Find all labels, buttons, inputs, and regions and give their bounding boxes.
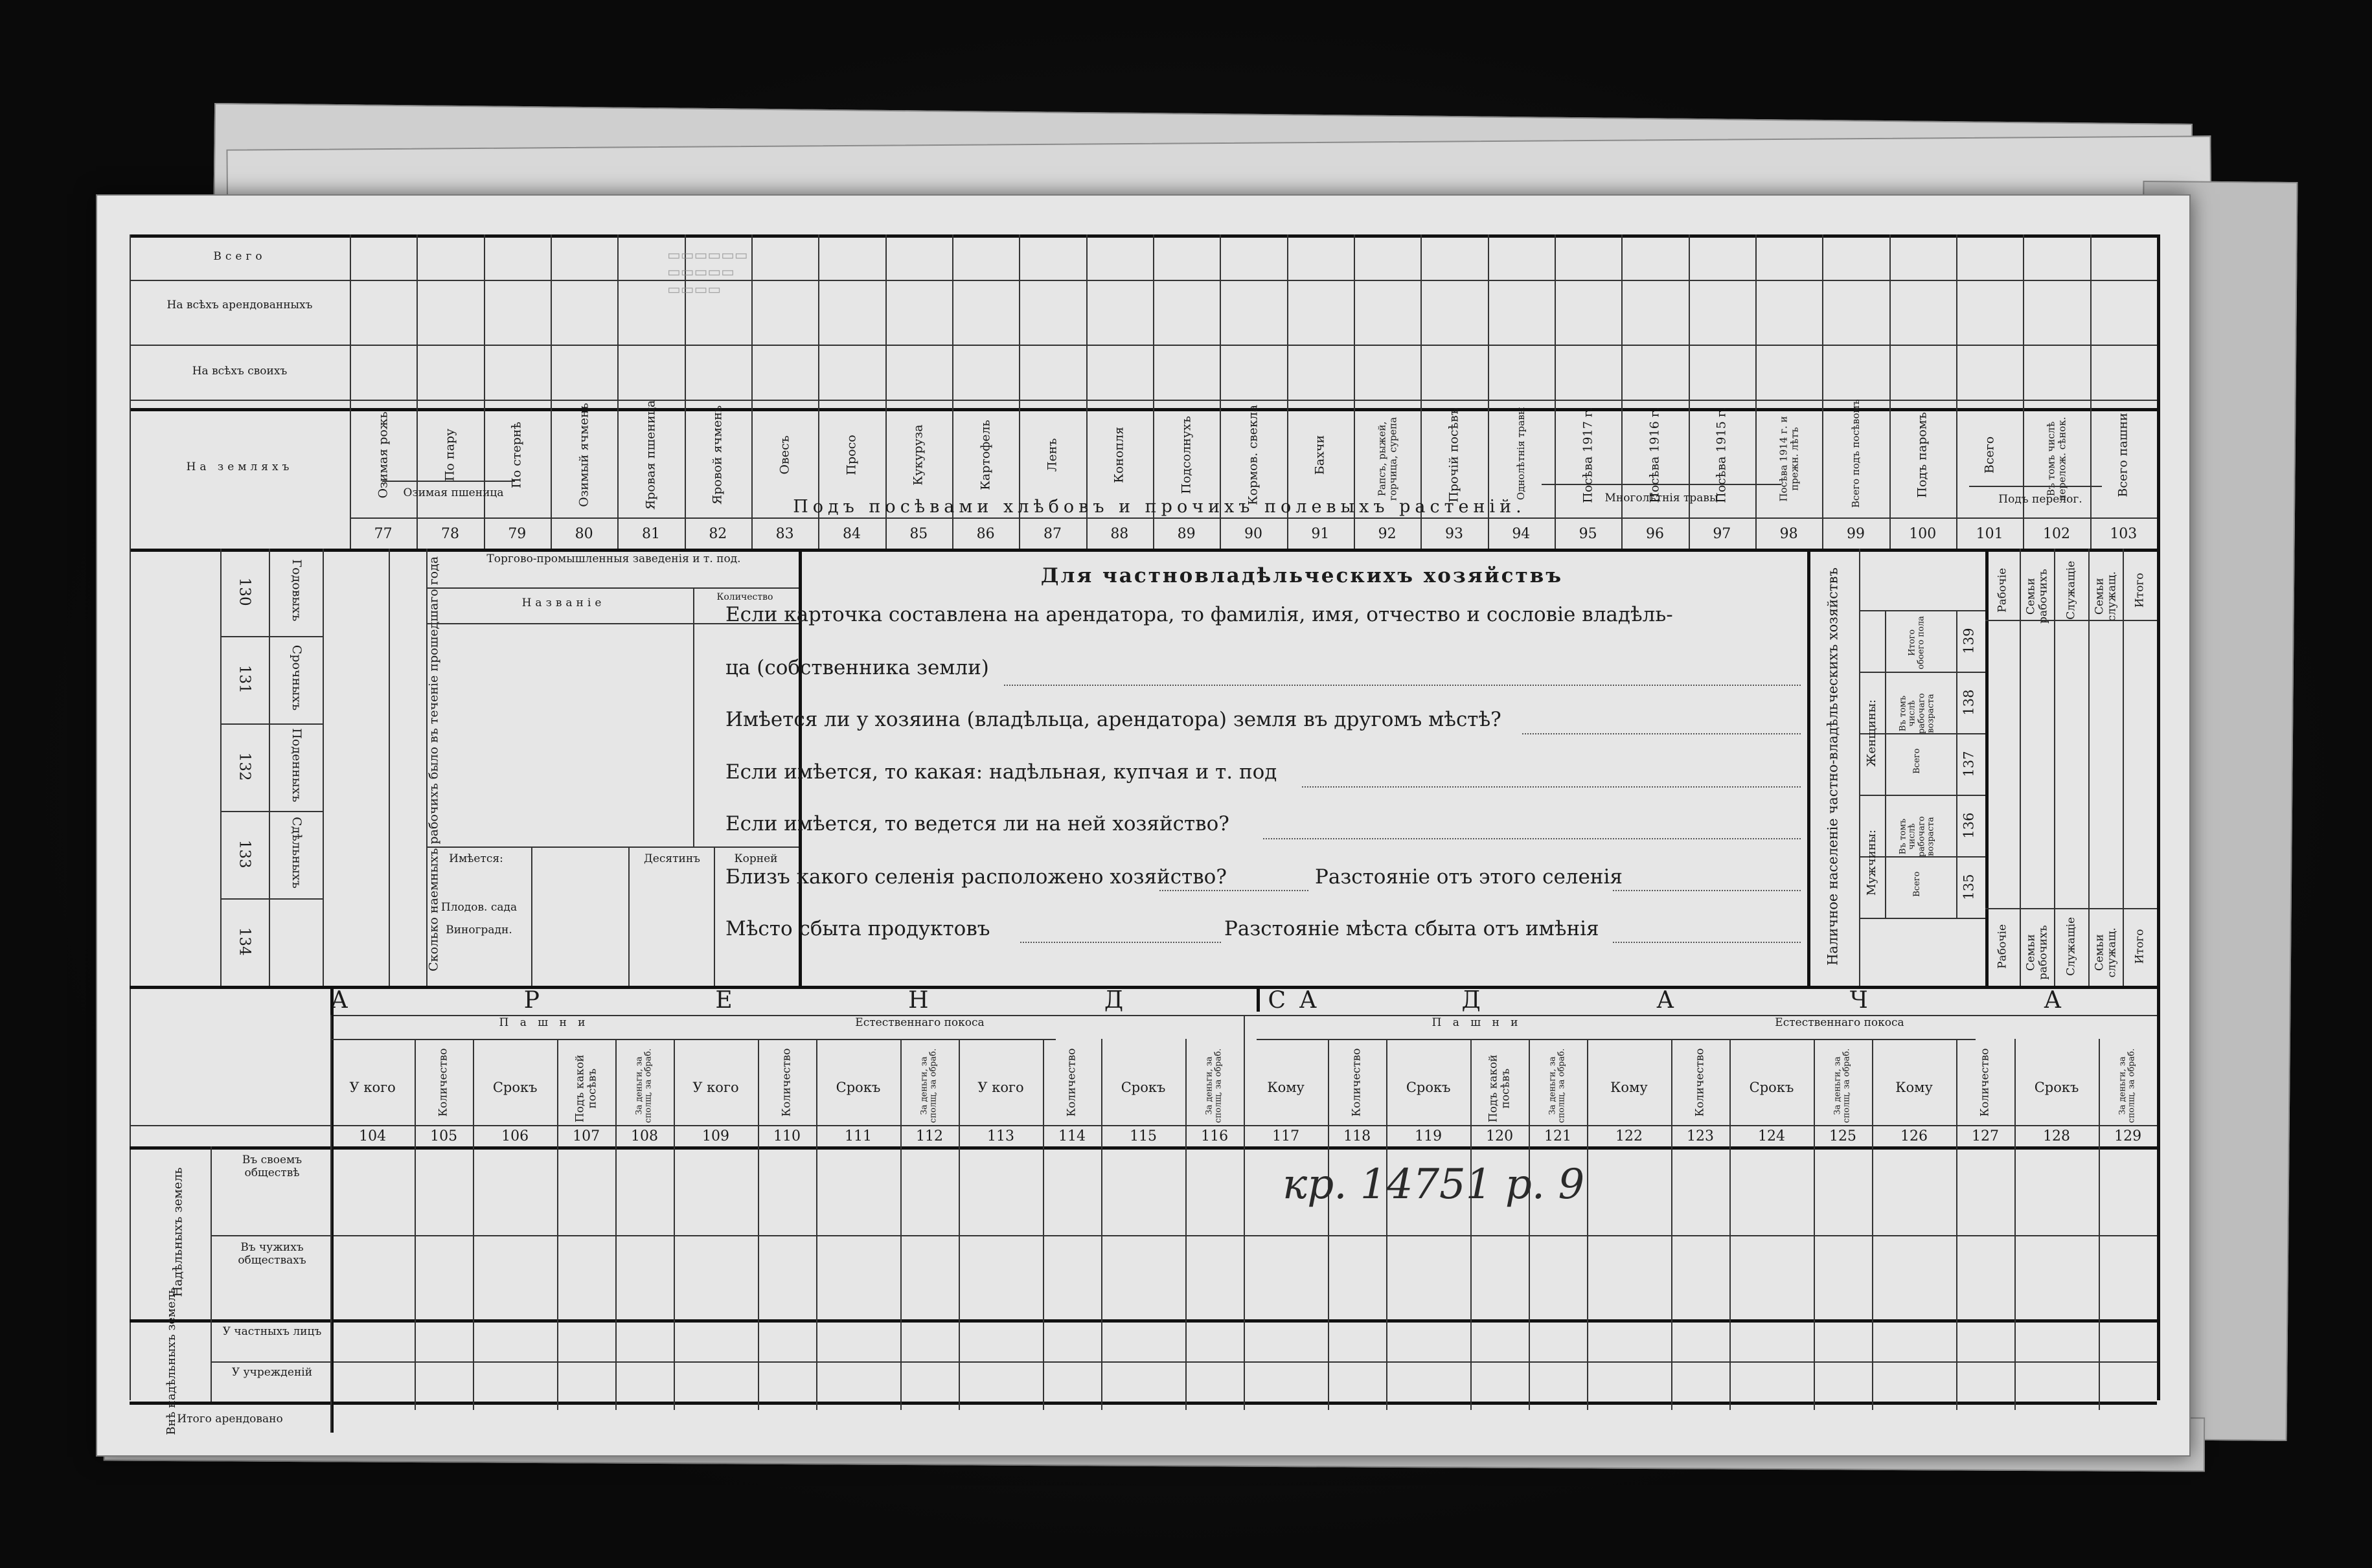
bottom-col-label-115: Срокъ: [1121, 1080, 1166, 1095]
top-col-label-96: Посѣва 1916 г.: [1647, 407, 1662, 503]
rule: [551, 234, 552, 549]
bottom-col-num-123: 123: [1686, 1128, 1714, 1144]
top-col-num-97: 97: [1713, 526, 1731, 542]
top-col-label-95: Посѣва 1917 г.: [1580, 407, 1595, 503]
rule: [1985, 620, 2157, 621]
pop-col-label-136: Въ томъ числѣ рабочаго возраста: [1898, 815, 1936, 857]
bottom-col-label-123: Количество: [1693, 1048, 1707, 1117]
bottom-col-num-112: 112: [916, 1128, 944, 1144]
bottom-col-num-111: 111: [845, 1128, 872, 1144]
rule: [415, 1039, 416, 1410]
bottom-col-label-117: Кому: [1267, 1080, 1305, 1095]
rule: [714, 846, 715, 986]
top-col-label-82: Яровой ячмень: [710, 405, 725, 505]
rule: [130, 345, 2157, 346]
rule: [350, 234, 351, 549]
mnogoletnie-label: Многолѣтнiя травы: [1604, 492, 1718, 505]
top-col-num-92: 92: [1378, 526, 1397, 542]
answer-line: [1159, 890, 1308, 891]
top-col-label-92: Рапсъ, рыжей, горчица, сурепа: [1376, 416, 1398, 501]
rule: [1956, 1039, 1957, 1410]
top-col-num-96: 96: [1645, 526, 1664, 542]
rule: [130, 1319, 2157, 1323]
bottom-col-num-106: 106: [501, 1128, 529, 1144]
hired-num-131: 131: [236, 665, 253, 694]
bottom-col-num-110: 110: [773, 1128, 801, 1144]
top-col-num-89: 89: [1177, 526, 1196, 542]
top-col-num-100: 100: [1909, 526, 1937, 542]
top-col-num-91: 91: [1311, 526, 1330, 542]
bottom-col-label-112: За деньги, за сполщ, за обраб.: [919, 1048, 939, 1123]
rule: [1043, 1039, 1044, 1410]
rule: [1542, 484, 1781, 485]
group-vne-nadelnyh: Внѣ надѣльныхъ земель: [165, 1288, 179, 1435]
pop-col-label-138: Въ томъ числѣ рабочаго возраста: [1898, 692, 1936, 734]
rule: [269, 549, 270, 986]
top-col-num-84: 84: [842, 526, 861, 542]
rule: [1691, 1039, 1976, 1040]
question-4: Если имѣется, то ведется ли на ней хозяйство?: [725, 812, 1229, 835]
rule: [615, 1039, 617, 1410]
hired-num-133: 133: [236, 839, 253, 869]
hired-caption: Сколько наемныхъ рабочихъ было въ теченiе прошедшаго года: [426, 556, 441, 971]
question-1b: ца (собственника земли): [725, 656, 989, 679]
rule: [2157, 234, 2160, 1400]
group-nadelnyh: Надѣльныхъ земель: [170, 1167, 185, 1297]
rule: [1328, 1039, 1329, 1410]
rule: [1859, 795, 1985, 796]
rule: [531, 846, 532, 986]
top-col-label-91: Бахчи: [1312, 435, 1327, 475]
top-col-label-84: Просо: [844, 435, 859, 475]
bottom-col-label-119: Срокъ: [1406, 1080, 1451, 1095]
bottom-col-label-120: Подъ какой посѣвъ: [1487, 1054, 1512, 1123]
right-col-top-4: Итого: [2133, 573, 2147, 608]
top-col-num-78: 78: [440, 526, 459, 542]
rule: [220, 636, 324, 637]
question-5a: Близъ какого селенiя расположено хозяйство?: [725, 865, 1227, 889]
top-col-num-82: 82: [709, 526, 727, 542]
pod-perelog-label: Подъ перелог.: [1998, 493, 2082, 506]
top-col-label-103: Всего пашни: [2115, 413, 2130, 497]
arenda-pashni: П а ш н и: [499, 1016, 589, 1029]
rule: [557, 1039, 558, 1410]
trade-name-header: Названiе: [521, 597, 606, 609]
top-col-num-99: 99: [1846, 526, 1865, 542]
rule: [426, 846, 799, 848]
census-card: [96, 194, 2191, 1457]
rule: [389, 549, 390, 986]
bottom-col-num-125: 125: [1829, 1128, 1857, 1144]
rule: [130, 1402, 2157, 1405]
hired-num-132: 132: [236, 752, 253, 781]
top-col-num-80: 80: [575, 526, 593, 542]
rule: [1985, 908, 2157, 909]
bottom-col-num-127: 127: [1972, 1128, 2000, 1144]
rule: [1807, 549, 1810, 986]
rule: [2099, 1039, 2100, 1410]
bottom-col-num-117: 117: [1272, 1128, 1300, 1144]
top-col-label-88: Конопля: [1112, 426, 1126, 483]
bottom-col-label-106: Срокъ: [492, 1080, 538, 1095]
stamp-faint: ▭▭▭▭▭▭ ▭▭▭▭▭ ▭▭▭▭: [667, 247, 748, 298]
rule: [130, 234, 131, 1400]
question-6a: Мѣсто сбыта продуктовъ: [725, 917, 990, 940]
rule: [758, 1039, 759, 1410]
top-col-num-95: 95: [1579, 526, 1597, 542]
bottom-col-num-113: 113: [987, 1128, 1015, 1144]
bottom-col-label-129: За деньги, за сполщ, за обраб.: [2117, 1048, 2138, 1123]
rule: [2088, 549, 2090, 986]
pop-col-num-138: 138: [1961, 689, 1977, 716]
men-label: Мужчины:: [1865, 829, 1879, 896]
bottom-col-label-111: Срокъ: [836, 1080, 881, 1095]
bottom-col-num-126: 126: [1900, 1128, 1928, 1144]
korney-header: Корней: [734, 852, 778, 865]
top-col-num-81: 81: [641, 526, 660, 542]
ozimaya-pshenica-label: Озимая пшеница: [403, 486, 504, 499]
right-col-bottom-1: Семьи рабочихъ: [2024, 925, 2049, 980]
question-1a: Если карточка составлена на арендатора, то фамилiя, имя, отчество и сословiе владѣль-: [725, 603, 1673, 626]
garden-row-vineyard: Виноградн.: [446, 924, 512, 937]
rule: [1671, 1039, 1672, 1410]
bottom-col-num-104: 104: [359, 1128, 387, 1144]
question-2: Имѣется ли у хозяина (владѣльца, арендатора) земля въ другомъ мѣстѣ?: [725, 708, 1501, 731]
bottom-col-label-104: У кого: [349, 1080, 396, 1095]
rule: [1185, 1039, 1187, 1410]
rule: [130, 234, 2157, 238]
answer-line: [1522, 733, 1801, 734]
answer-line: [1004, 685, 1801, 686]
pop-col-num-136: 136: [1961, 812, 1977, 839]
right-col-bottom-3: Семьи служащ.: [2092, 927, 2118, 978]
rule: [1257, 1039, 1691, 1040]
bottom-col-label-105: Количество: [437, 1048, 450, 1117]
rule: [1470, 1039, 1472, 1410]
question-6b: Разстоянiе мѣста сбыта отъ имѣнiя: [1224, 917, 1599, 940]
rule: [2054, 549, 2055, 986]
hired-label-132: Поденныхъ: [289, 727, 304, 802]
answer-line: [1263, 838, 1801, 839]
top-col-num-85: 85: [909, 526, 928, 542]
private-title: Для частновладѣльческихъ хозяйствъ: [1040, 564, 1564, 587]
bottom-col-num-124: 124: [1758, 1128, 1785, 1144]
bottom-col-label-114: Количество: [1065, 1048, 1078, 1117]
desyatin-header: Десятинъ: [643, 852, 700, 865]
top-col-num-77: 77: [374, 526, 393, 542]
row-label-vsego: Всего: [213, 250, 266, 263]
sdacha-pashni: П а ш н и: [1431, 1016, 1522, 1029]
rule: [130, 280, 2157, 281]
rule: [1956, 610, 1957, 918]
pop-col-num-137: 137: [1961, 751, 1977, 777]
bottom-col-label-113: У кого: [977, 1080, 1024, 1095]
rule: [1859, 918, 1985, 919]
bottom-col-num-107: 107: [573, 1128, 600, 1144]
rule: [1814, 1039, 1815, 1410]
rule: [211, 1361, 2157, 1363]
rule: [323, 549, 324, 986]
answer-line: [1302, 786, 1801, 788]
bottom-col-num-129: 129: [2114, 1128, 2142, 1144]
top-col-label-100: Подъ паромъ: [1915, 412, 1930, 498]
rule: [130, 1125, 2157, 1126]
arenda-heading: А Р Е Н Д А: [330, 987, 1401, 1014]
rule: [416, 234, 418, 549]
top-col-label-94: Однолѣтнiя травы: [1515, 407, 1527, 501]
hired-label-133: Сдѣльныхъ: [289, 816, 304, 889]
answer-line: [1613, 890, 1801, 891]
rule: [771, 1039, 1056, 1040]
rule: [220, 898, 324, 900]
rule: [1889, 234, 1891, 549]
bottom-col-label-125: За деньги, за сполщ, за обраб.: [1832, 1048, 1853, 1123]
bottom-col-label-118: Количество: [1350, 1048, 1363, 1117]
population-caption: Наличное населенiе частно-владѣльческихъ хозяйствъ: [1825, 567, 1841, 966]
rule: [330, 1039, 771, 1040]
top-col-label-90: Кормов. свекла: [1246, 404, 1260, 506]
rule: [1859, 610, 1985, 611]
top-col-label-77: Озимая рожь: [376, 411, 391, 499]
hired-num-134: 134: [236, 927, 253, 956]
top-col-label-78: По пару: [442, 428, 457, 482]
top-col-num-103: 103: [2110, 526, 2138, 542]
sdacha-pokos: Естественнаго покоса: [1775, 1016, 1904, 1029]
bottom-col-num-114: 114: [1058, 1128, 1086, 1144]
rule: [693, 587, 694, 846]
top-col-num-102: 102: [2042, 526, 2070, 542]
top-col-label-83: Овесъ: [777, 435, 792, 475]
garden-has: Имѣется:: [449, 852, 503, 865]
right-col-top-2: Служащiе: [2064, 560, 2078, 620]
bottom-col-label-122: Кому: [1610, 1080, 1648, 1095]
row-label-svoih: На всѣхъ своихъ: [192, 365, 288, 378]
trade-qty-header: Количество: [716, 592, 773, 602]
rule: [1822, 234, 1823, 549]
top-col-num-87: 87: [1043, 526, 1062, 542]
right-col-bottom-0: Рабочiе: [1996, 924, 2009, 969]
rule: [1956, 234, 1957, 549]
rule: [1885, 610, 1886, 918]
arenda-pokos: Естественнаго покоса: [855, 1016, 985, 1029]
rule: [628, 846, 630, 986]
rule: [484, 234, 485, 549]
trade-title: Торгово-промышленныя заведенiя и т. под.: [486, 552, 741, 565]
bottom-col-num-121: 121: [1544, 1128, 1571, 1144]
top-col-num-90: 90: [1244, 526, 1262, 542]
women-label: Женщины:: [1865, 699, 1879, 767]
rule: [2123, 549, 2124, 986]
bottom-col-label-116: За деньги, за сполщ, за обраб.: [1204, 1048, 1224, 1123]
question-3: Если имѣется, то какая: надѣльная, купчая и т. под: [725, 760, 1277, 784]
rule: [330, 1015, 332, 1433]
bottom-col-num-118: 118: [1343, 1128, 1371, 1144]
right-col-top-3: Семьи служащ.: [2092, 571, 2118, 622]
bottom-col-label-126: Кому: [1895, 1080, 1933, 1095]
top-col-label-85: Кукуруза: [911, 424, 926, 486]
right-col-top-0: Рабочiе: [1996, 567, 2009, 613]
top-col-label-98: Посѣва 1914 г. и прежн. лѣтъ: [1777, 416, 1800, 502]
rule: [220, 549, 222, 986]
rule: [130, 1146, 2157, 1150]
bottom-col-num-119: 119: [1415, 1128, 1443, 1144]
rule: [220, 723, 324, 725]
bottom-col-num-122: 122: [1615, 1128, 1643, 1144]
top-col-label-99: Всего подъ посѣвомъ: [1849, 399, 1862, 508]
pop-col-num-135: 135: [1961, 874, 1977, 900]
top-col-label-81: Яровая пшеница: [643, 400, 658, 510]
row-label-chuzhih: Въ чужихъ обществахъ: [238, 1241, 306, 1267]
top-col-label-97: Посѣва 1915 г.: [1714, 407, 1729, 503]
right-col-bottom-4: Итого: [2133, 929, 2147, 964]
question-5b: Разстоянiе отъ этого селенiя: [1315, 865, 1623, 889]
bottom-col-num-120: 120: [1486, 1128, 1514, 1144]
rule: [220, 811, 324, 812]
garden-row-orchard: Плодов. сада: [440, 901, 518, 914]
bottom-col-label-128: Срокъ: [2034, 1080, 2079, 1095]
top-col-num-86: 86: [976, 526, 995, 542]
rule: [900, 1039, 902, 1410]
top-col-label-89: Подсолнухъ: [1179, 416, 1194, 494]
row-label-na-zemlyah: На земляхъ: [186, 460, 293, 473]
top-col-num-83: 83: [775, 526, 794, 542]
top-col-num-88: 88: [1110, 526, 1129, 542]
top-col-num-101: 101: [1976, 526, 2003, 542]
bottom-col-num-105: 105: [430, 1128, 458, 1144]
bottom-col-label-107: Подъ какой посѣвъ: [573, 1054, 599, 1123]
rule: [1244, 1015, 1245, 1410]
rule: [211, 1235, 2157, 1236]
hired-label-131: Срочныхъ: [289, 644, 304, 710]
hired-label-130: Годовыхъ: [289, 559, 304, 621]
top-col-label-79: По стернѣ: [509, 422, 524, 488]
bottom-col-num-128: 128: [2043, 1128, 2071, 1144]
sdacha-heading: С Д А Ч А: [1268, 987, 2146, 1014]
rule: [2020, 549, 2021, 986]
row-label-itogo: Итого арендовано: [177, 1413, 283, 1426]
rule: [350, 517, 2157, 519]
rule: [1859, 672, 1985, 673]
bottom-col-label-109: У кого: [692, 1080, 739, 1095]
top-col-num-79: 79: [508, 526, 527, 542]
row-label-arendovannyh: На всѣхъ арендованныхъ: [166, 299, 313, 312]
top-col-label-101: Всего: [1982, 436, 1997, 474]
rule: [426, 587, 799, 589]
rule: [1859, 549, 1860, 986]
answer-line: [1613, 942, 1801, 943]
handwritten-note: кр. 14751 р. 9: [1283, 1161, 1585, 1209]
rule: [1969, 486, 2102, 487]
pod-posevami-caption: Подъ посѣвами хлѣбовъ и прочихъ полевыхъ растенiй.: [793, 497, 1526, 517]
pop-col-label-137: Всего: [1911, 748, 1922, 774]
bottom-col-num-115: 115: [1130, 1128, 1157, 1144]
bottom-col-num-109: 109: [701, 1128, 729, 1144]
row-label-chastnyh: У частныхъ лицъ: [222, 1325, 322, 1338]
pop-col-num-139: 139: [1961, 628, 1977, 654]
right-col-bottom-2: Служащiе: [2064, 916, 2078, 976]
hired-num-130: 130: [236, 577, 253, 606]
bottom-col-label-110: Количество: [780, 1048, 793, 1117]
rule: [1985, 549, 1989, 986]
bottom-col-label-121: За деньги, за сполщ, за обраб.: [1547, 1048, 1567, 1123]
top-col-label-87: Ленъ: [1045, 438, 1060, 472]
bottom-col-num-116: 116: [1201, 1128, 1229, 1144]
row-label-svoem: Въ своемъ обществѣ: [242, 1153, 302, 1179]
top-col-label-93: Прочiй посѣвъ: [1446, 407, 1461, 503]
top-col-num-94: 94: [1512, 526, 1531, 542]
answer-line: [1020, 942, 1221, 943]
bottom-col-label-127: Количество: [1978, 1048, 1992, 1117]
bottom-col-num-108: 108: [630, 1128, 658, 1144]
rule: [1529, 1039, 1530, 1410]
row-label-uchrezhdeniy: У учрежденiй: [231, 1366, 313, 1379]
top-col-label-80: Озимый ячмень: [576, 403, 591, 507]
rule: [382, 481, 515, 482]
bottom-col-label-108: За деньги, за сполщ, за обраб.: [634, 1048, 654, 1123]
rule: [211, 1146, 212, 1402]
top-col-label-86: Картофель: [978, 420, 993, 490]
pop-col-label-139: Итого обоего пола: [1907, 615, 1926, 670]
top-col-num-93: 93: [1444, 526, 1463, 542]
top-col-label-102: Въ томъ числѣ перелож. сѣнок.: [2045, 416, 2068, 501]
top-col-num-98: 98: [1779, 526, 1798, 542]
right-col-top-1: Семьи рабочихъ: [2024, 569, 2049, 624]
pop-col-label-135: Всего: [1911, 871, 1922, 897]
bottom-col-label-124: Срокъ: [1749, 1080, 1794, 1095]
